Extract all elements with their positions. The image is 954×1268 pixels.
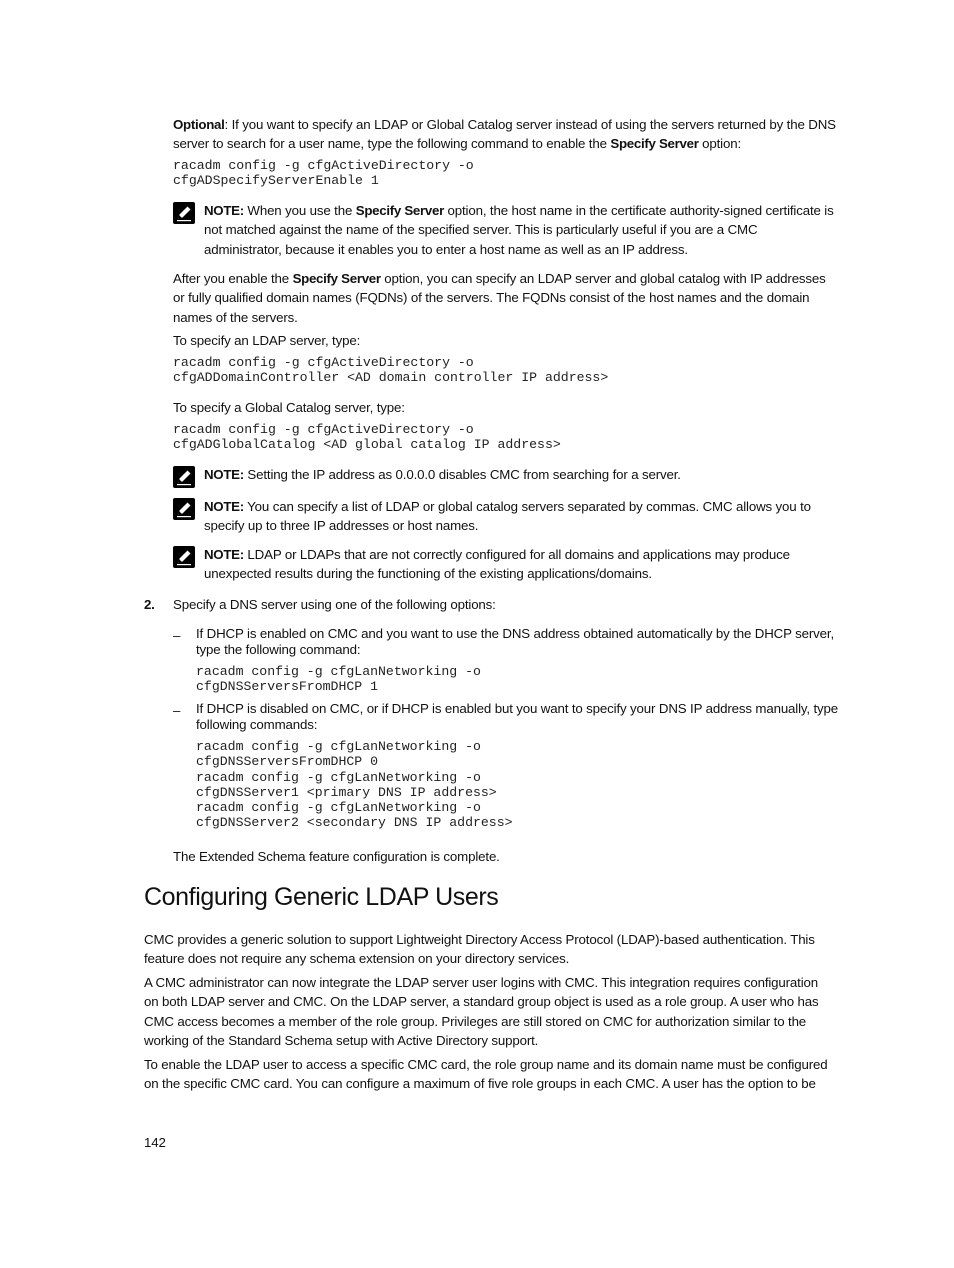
code-block-dhcp-disabled: racadm config -g cfgLanNetworking -o cfgDNSServersFromDHCP 0 racadm config -g cfgLanNetworking -o cfgDNSServer1 <primary DNS IP address> racadm config -g cfgLanNetworking -o cfgDNSServer2 <secondary DNS IP address> xyxy=(196,739,513,831)
note-pencil-icon xyxy=(173,466,195,488)
note-pencil-icon xyxy=(173,498,195,520)
code-block-ldap-server: racadm config -g cfgActiveDirectory -o cfgADDomainController <AD domain controller IP address> xyxy=(173,355,609,386)
bullet-dhcp-enabled: If DHCP is enabled on CMC and you want to use the DNS address obtained automatically by the DHCP server, type the following command: xyxy=(196,626,835,657)
code-block-specify-server: racadm config -g cfgActiveDirectory -o cfgADSpecifyServerEnable 1 xyxy=(173,158,474,189)
note-label: NOTE: xyxy=(204,499,244,514)
note-label: NOTE: xyxy=(204,467,244,482)
configuration-complete: The Extended Schema feature configuration is complete. xyxy=(173,849,500,864)
step-text: Specify a DNS server using one of the following options: xyxy=(173,597,496,612)
paragraph-generic-solution: CMC provides a generic solution to support Lightweight Directory Access Protocol (LDAP)-based authentication. This feature does not require any schema extension on your directory services. xyxy=(144,932,815,967)
paragraph-role-groups: To enable the LDAP user to access a specific CMC card, the role group name and its domain name must be configured on the specific CMC card. You can configure a maximum of five role groups in each CMC. A user has the option to be xyxy=(144,1057,828,1092)
note-ldaps-config: NOTE: LDAP or LDAPs that are not correctly configured for all domains and applications may produce unexpected results during the functioning of the existing applications/domains. xyxy=(204,547,790,582)
note-label: NOTE: xyxy=(204,547,244,562)
gc-server-intro: To specify a Global Catalog server, type: xyxy=(173,400,405,415)
code-block-gc-server: racadm config -g cfgActiveDirectory -o cfgADGlobalCatalog <AD global catalog IP address> xyxy=(173,422,561,453)
optional-label: Optional xyxy=(173,117,225,132)
note-specify-server: NOTE: When you use the Specify Server option, the host name in the certificate authority-signed certificate is not matched against the name of the specified server. This is particularly useful if you are a CMC administrator, because it enables you to enter a host name as well as an IP address. xyxy=(204,203,834,257)
section-heading: Configuring Generic LDAP Users xyxy=(144,883,499,911)
after-enable-paragraph: After you enable the Specify Server option, you can specify an LDAP server and global catalog with IP addresses or fully qualified domain names (FQDNs) of the servers. The FQDNs consist of the host names and the domain names of the servers. xyxy=(173,271,826,325)
note-label: NOTE: xyxy=(204,203,244,218)
bullet-dhcp-disabled: If DHCP is disabled on CMC, or if DHCP is enabled but you want to specify your DNS IP address manually, type following commands: xyxy=(196,701,839,732)
paragraph-integration: A CMC administrator can now integrate the LDAP server user logins with CMC. This integration requires configuration on both LDAP server and CMC. On the LDAP server, a standard group object is used as a role group. A user who has CMC access becomes a member of the role group. Privileges are still stored on CMC for authorization similar to the working of the Standard Schema setup with Active Directory support. xyxy=(144,975,819,1048)
bullet-dash: – xyxy=(173,703,181,718)
note-pencil-icon xyxy=(173,202,195,224)
bullet-dash: – xyxy=(173,628,181,643)
note-server-list: NOTE: You can specify a list of LDAP or global catalog servers separated by commas. CMC allows you to specify up to three IP addresses or host names. xyxy=(204,499,811,534)
step-number: 2. xyxy=(144,597,155,612)
page-number: 142 xyxy=(144,1135,166,1150)
note-ip-address: NOTE: Setting the IP address as 0.0.0.0 disables CMC from searching for a server. xyxy=(204,467,681,482)
code-block-dhcp-enabled: racadm config -g cfgLanNetworking -o cfgDNSServersFromDHCP 1 xyxy=(196,664,481,695)
ldap-server-intro: To specify an LDAP server, type: xyxy=(173,333,361,348)
optional-paragraph: Optional: If you want to specify an LDAP or Global Catalog server instead of using the servers returned by the DNS server to search for a user name, type the following command to enable the Specify Server option: xyxy=(173,117,836,152)
note-pencil-icon xyxy=(173,546,195,568)
